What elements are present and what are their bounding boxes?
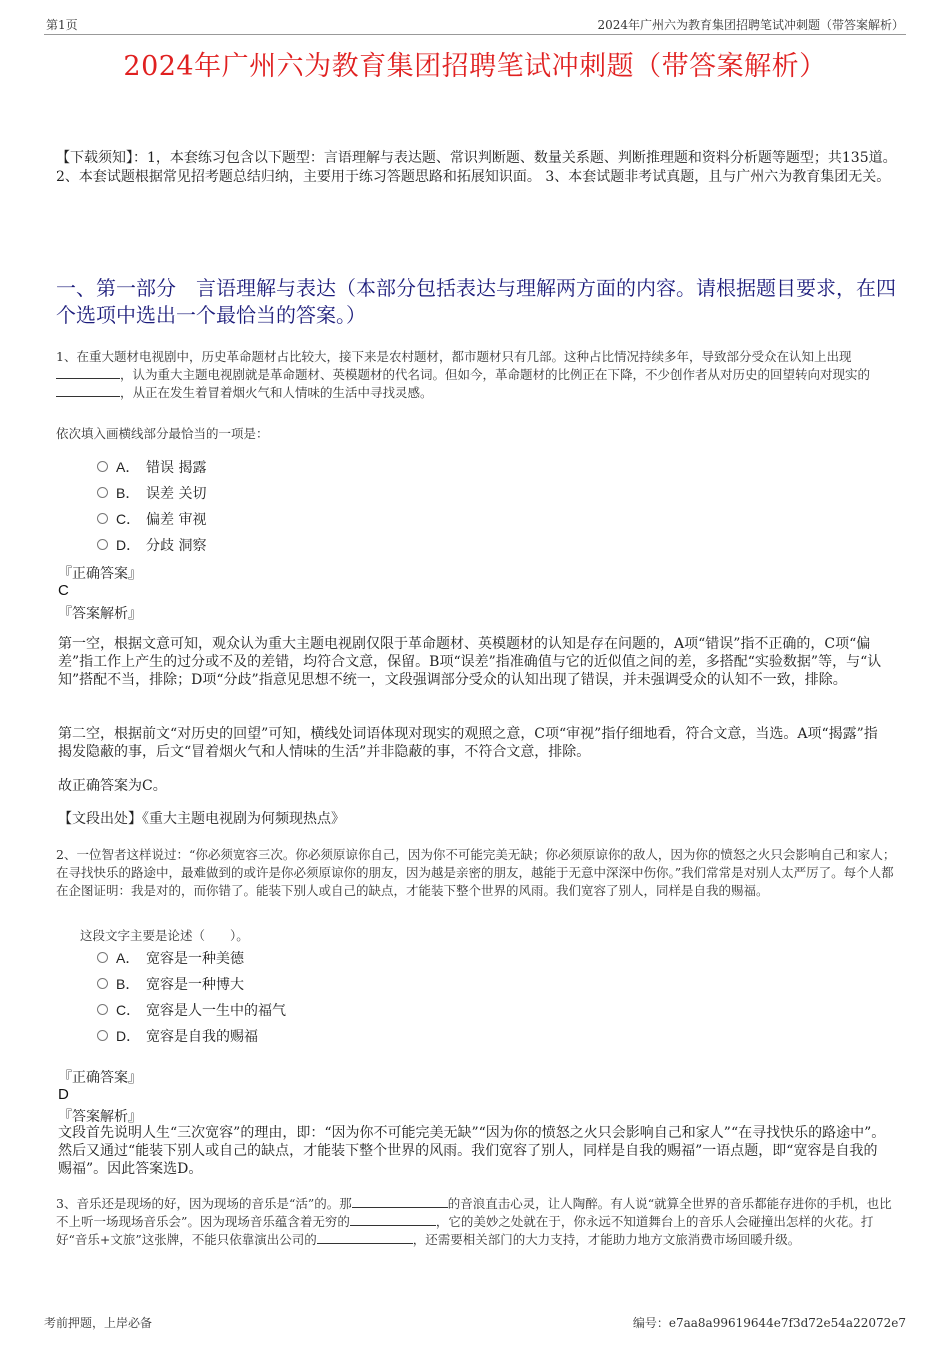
question-3-text: 3、音乐还是现场的好，因为现场的音乐是“活”的。那 的音浪直击心灵，让人陶醉。有人说“就算全世界的音乐都能存进你的手机，也比不上听一场现场音乐会”。因为现场音乐蕴含着无穷的 ，它的美妙之处就在于，你永远不知道舞台上的音乐人会碰撞出怎样的火花。打好“音乐+文旅”这张牌，不能只依靠演出公司的 ，还需要相关部门的大力支持，才能助力地方文旅消费市场回暖升级。 — [56, 1196, 892, 1247]
document-title: 2024年广州六为教育集团招聘笔试冲刺题（带答案解析） — [123, 51, 827, 82]
q1-option-a[interactable]: A． 错误 揭露 — [97, 457, 206, 479]
q1-analysis-3: 故正确答案为C。 — [58, 778, 167, 794]
page-header — [44, 14, 906, 35]
blank — [352, 1195, 448, 1208]
q1-option-b[interactable]: B． 误差 关切 — [97, 483, 206, 505]
radio-icon[interactable] — [97, 1030, 108, 1041]
q1-analysis-1: 第一空，根据文意可知，观众认为重大主题电视剧仅限于革命题材、英模题材的认知是存在问题的，A项“错误”指不正确的，C项“偏差”指工作上产生的过分或不及的差错，均符合文意，保留。B项“误差”指准确值与它的近似值之间的差，多搭配“实验数据”等，与“认知”搭配不当，排除；D项“分歧”指意见思想不统一，文段强调部分受众的认知出现了错误，并未强调受众的认知不一致，排除。 — [58, 636, 882, 688]
q2-option-a[interactable]: A． 宽容是一种美德 — [97, 948, 244, 970]
q2-option-b[interactable]: B． 宽容是一种博大 — [97, 974, 244, 996]
q1-answer: C — [58, 582, 69, 599]
q2-answer: D — [58, 1086, 69, 1103]
q2-option-d[interactable]: D． 宽容是自我的赐福 — [97, 1026, 258, 1048]
radio-icon[interactable] — [97, 461, 108, 472]
blank — [317, 1231, 413, 1244]
blank — [56, 366, 120, 379]
footer-slogan: 考前押题，上岸必备 — [44, 1316, 153, 1330]
question-1-prompt: 依次填入画横线部分最恰当的一项是： — [56, 426, 269, 441]
q2-answer-label: 『正确答案』 — [58, 1070, 142, 1086]
q1-analysis-label: 『答案解析』 — [58, 606, 142, 622]
q1-source: 【文段出处】《重大主题电视剧为何频现热点》 — [58, 811, 345, 827]
question-2-prompt: 这段文字主要是论述（ ）。 — [80, 928, 249, 943]
blank — [56, 384, 120, 397]
blank — [350, 1213, 436, 1226]
page-number: 第1页 — [46, 18, 78, 32]
header-doc-title: 2024年广州六为教育集团招聘笔试冲刺题（带答案解析） — [597, 18, 904, 32]
radio-icon[interactable] — [97, 978, 108, 989]
q1-answer-label: 『正确答案』 — [58, 566, 142, 582]
q1-option-d[interactable]: D． 分歧 洞察 — [97, 535, 206, 557]
footer-doc-id: 编号：e7aa8a99619644e7f3d72e54a22072e7 — [632, 1316, 906, 1330]
radio-icon[interactable] — [97, 513, 108, 524]
q1-analysis-2: 第二空，根据前文“对历史的回望”可知，横线处词语体现对现实的观照之意，C项“审视”指仔细地看，符合文意，当选。A项“揭露”指揭发隐蔽的事，后文“冒着烟火气和人情味的生活”并非隐蔽的事，不符合文意，排除。 — [58, 726, 878, 760]
radio-icon[interactable] — [97, 487, 108, 498]
radio-icon[interactable] — [97, 539, 108, 550]
download-notice: 【下载须知】：1，本套练习包含以下题型：言语理解与表达题、常识判断题、数量关系题、判断推理题和资料分析题等题型；共135道。 2、本套试题根据常见招考题总结归纳，主要用于练习答题思路和拓展知识面。 3、本套试题非考试真题，且与广州六为教育集团无关。 — [56, 150, 897, 185]
q2-analysis-label: 『答案解析』 — [58, 1109, 142, 1125]
q1-option-c[interactable]: C． 偏差 审视 — [97, 509, 206, 531]
question-2-text: 2、一位智者这样说过：“你必须宽容三次。你必须原谅你自己，因为你不可能完美无缺；你必须原谅你的敌人，因为你的愤怒之火只会影响自己和家人；在寻找快乐的路途中，最难做到的或许是你必须原谅你的朋友，因为越是亲密的朋友，越能于无意中深深中伤你。”我们常常是对别人太严厉了。每个人都在企图证明：我是对的，而你错了。能装下别人或自己的缺点，才能装下整个世界的风雨。我们宽容了别人，同样是自我的赐福。 — [56, 847, 896, 898]
question-1-text: 1、在重大题材电视剧中，历史革命题材占比较大，接下来是农村题材，都市题材只有几部。这种占比情况持续多年，导致部分受众在认知上出现，认为重大主题电视剧就是革命题材、英模题材的代名词。但如今，革命题材的比例正在下降，不少创作者从对历史的回望转向对现实的，从正在发生着冒着烟火气和人情味的生活中寻找灵感。 — [56, 349, 871, 400]
q2-option-c[interactable]: C． 宽容是人一生中的福气 — [97, 1000, 286, 1022]
radio-icon[interactable] — [97, 1004, 108, 1015]
radio-icon[interactable] — [97, 952, 108, 963]
section-heading: 一、第一部分 言语理解与表达（本部分包括表达与理解两方面的内容。请根据题目要求，在四个选项中选出一个最恰当的答案。） — [56, 276, 896, 327]
q2-analysis: 文段首先说明人生“三次宽容”的理由，即：“因为你不可能完美无缺”“因为你的愤怒之火只会影响自己和家人”“在寻找快乐的路途中”。然后又通过“能装下别人或自己的缺点，才能装下整个世界的风雨。我们宽容了别人，同样是自我的赐福”一语点题，即“宽容是自我的赐福”。因此答案选D。 — [58, 1125, 886, 1177]
